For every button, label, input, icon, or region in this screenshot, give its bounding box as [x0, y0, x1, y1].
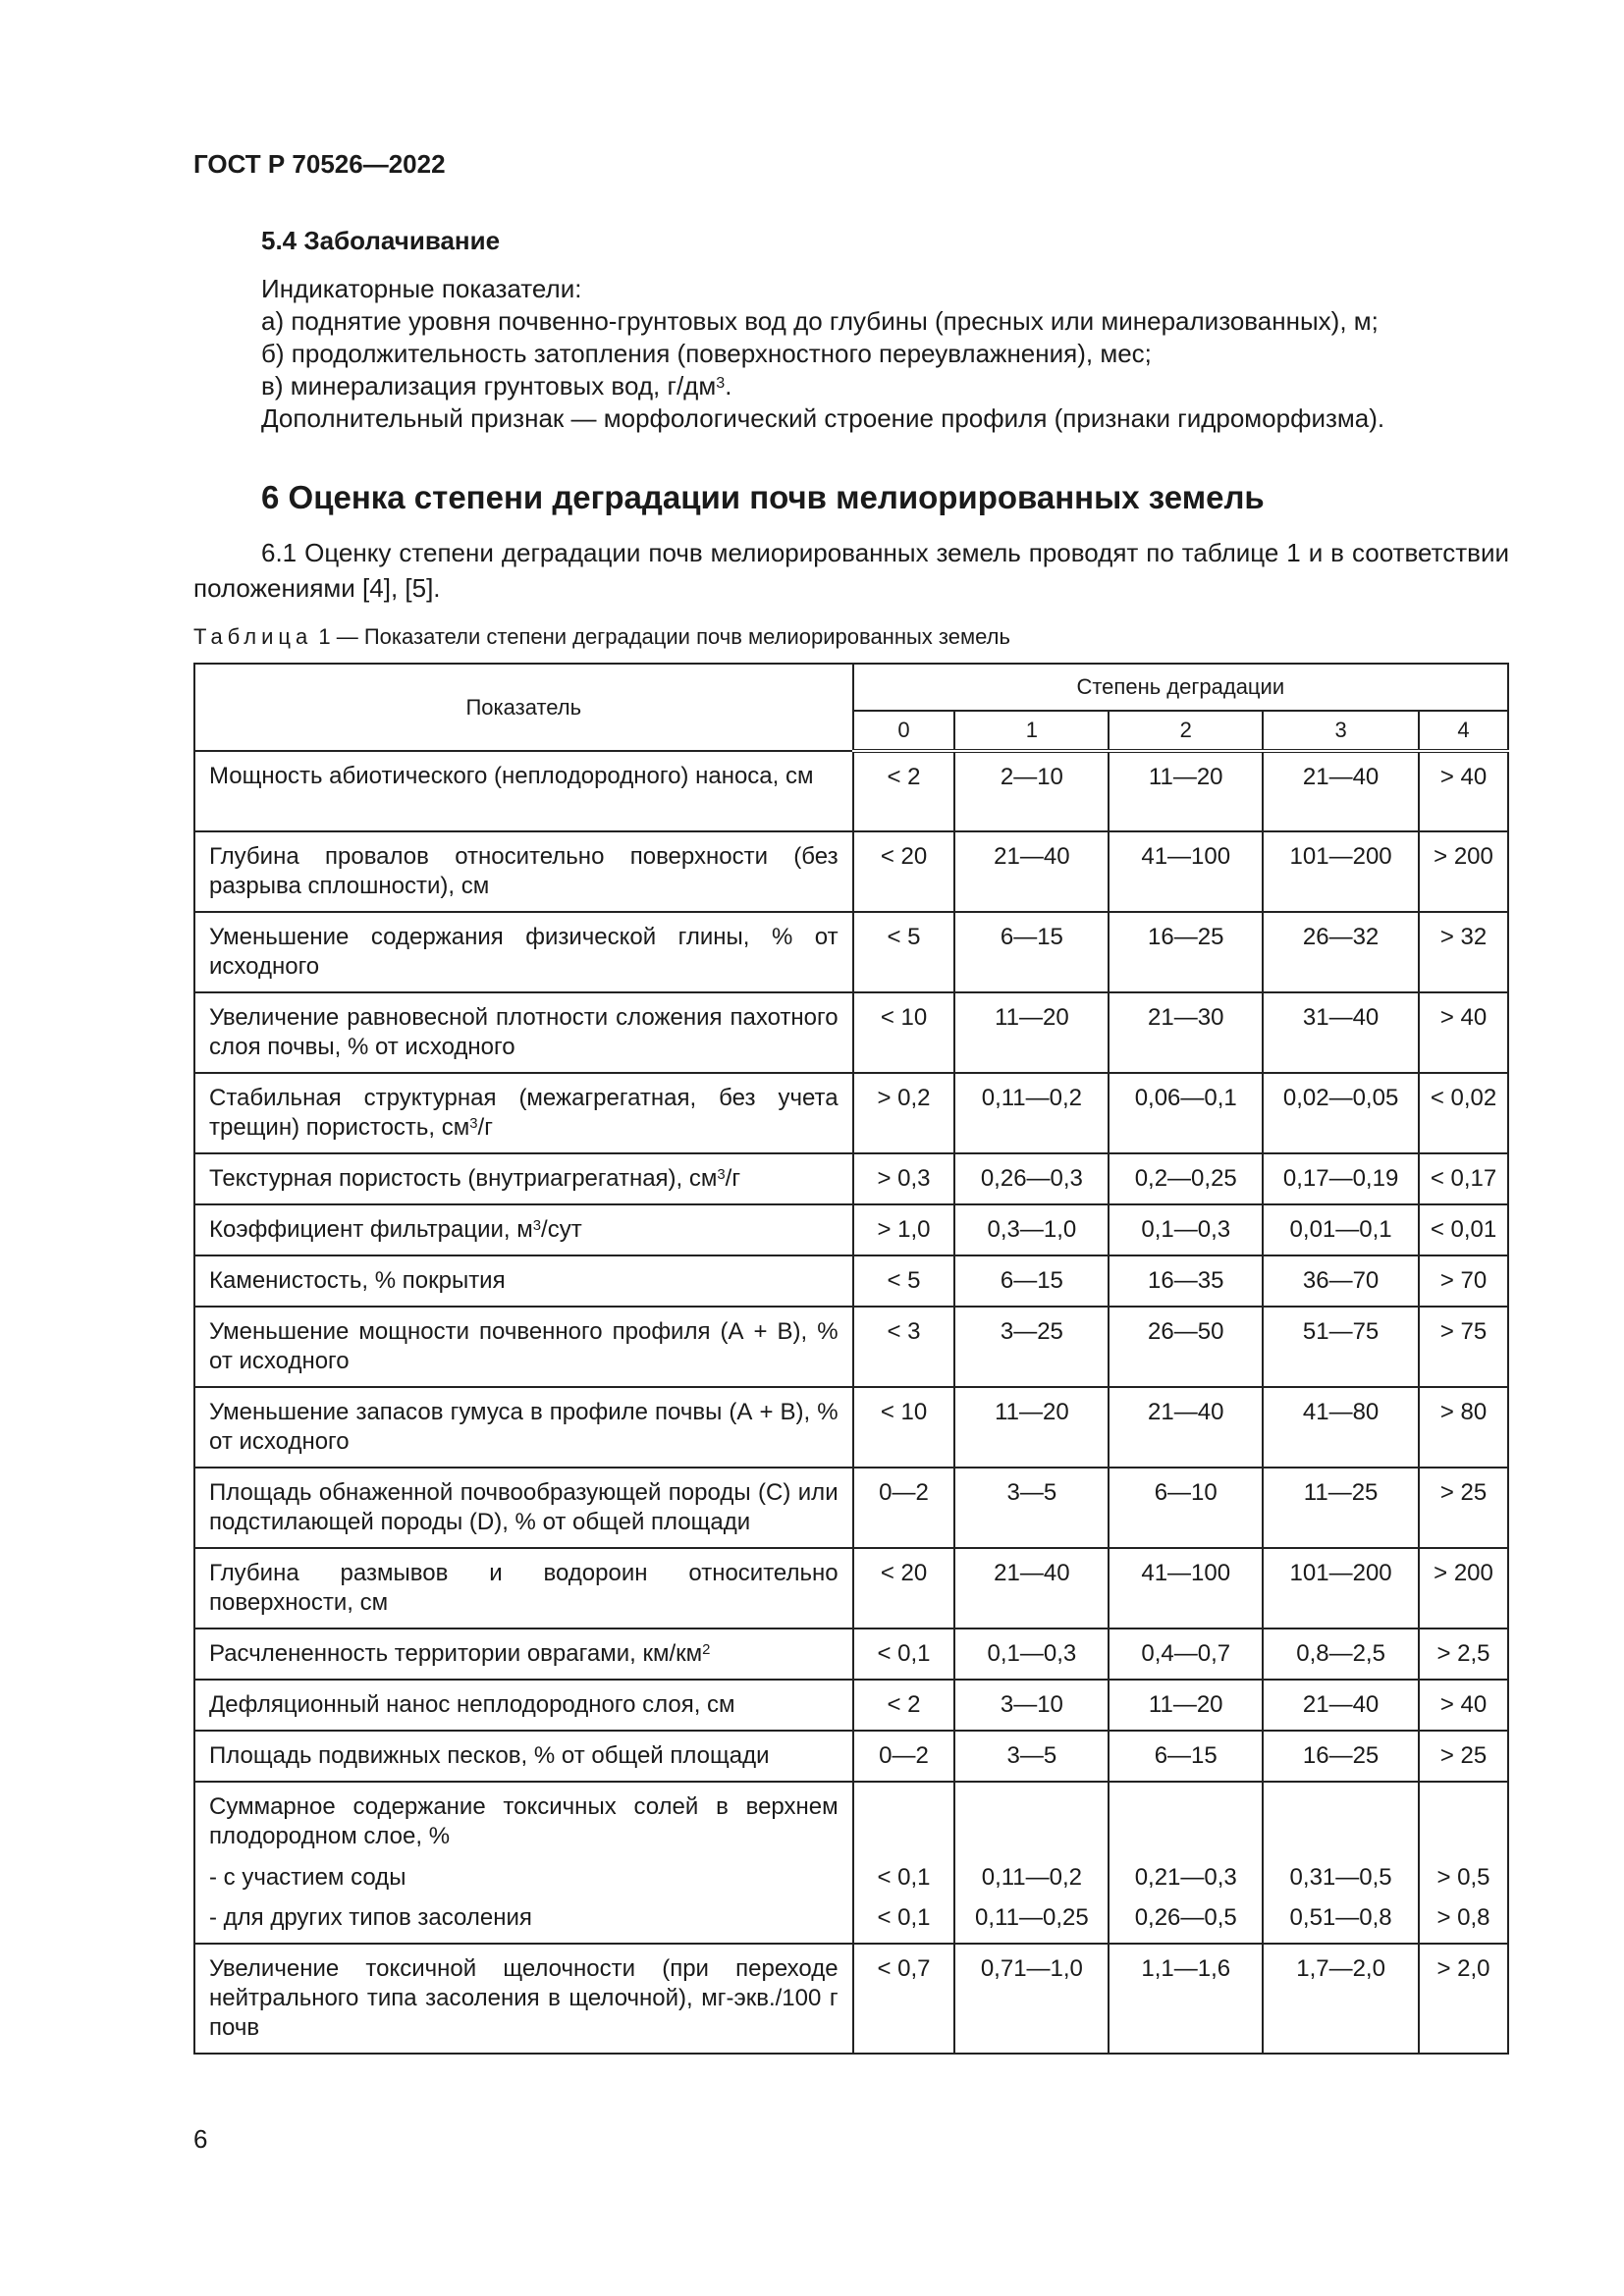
cell-degree-0: < 2 [853, 1680, 955, 1731]
cell-degree-4: > 2,5 [1419, 1629, 1508, 1680]
row-name: Уменьшение запасов гумуса в профиле почвы (А + В), % от исходного [194, 1387, 853, 1468]
header-degree: Степень деградации [853, 664, 1508, 711]
table-row [194, 1307, 1508, 1387]
cell-degree-4: > 80 [1419, 1387, 1508, 1468]
row-name-text: Текстурная пористость (внутриагрегатная), см [209, 1165, 718, 1192]
cell-degree-1 [954, 1782, 1109, 1944]
cell-value-other: 0,51—0,8 [1289, 1904, 1392, 1931]
cell-degree-3: 36—70 [1263, 1255, 1419, 1307]
cell-degree-0 [853, 1782, 955, 1944]
cell-degree-0: < 10 [853, 992, 955, 1073]
cell-degree-4: > 2,0 [1419, 1944, 1508, 2054]
table-row [194, 1944, 1508, 2054]
indicator-b: б) продолжительность затопления (поверхностного переувлажнения), мес; [261, 339, 1152, 368]
header-degree-1: 1 [954, 711, 1109, 751]
row-name-text: Суммарное содержание токсичных солей в верхнем плодородном слое, % [209, 1793, 839, 1849]
table-row [194, 1255, 1508, 1307]
cell-degree-4: > 70 [1419, 1255, 1508, 1307]
table-row [194, 992, 1508, 1073]
cell-degree-1: 0,1—0,3 [954, 1629, 1109, 1680]
cell-degree-1: 2—10 [954, 751, 1109, 831]
cell-degree-4: > 40 [1419, 751, 1508, 831]
header-degree-0: 0 [853, 711, 955, 751]
cell-degree-4: > 25 [1419, 1468, 1508, 1548]
row-name-tail: /сут [541, 1216, 582, 1243]
row-name-tail: /г [725, 1165, 741, 1192]
table-row [194, 751, 1508, 831]
table-row [194, 1629, 1508, 1680]
row-name: Увеличение равновесной плотности сложения пахотного слоя почвы, % от исходного [194, 992, 853, 1073]
cell-value-other: > 0,8 [1436, 1904, 1490, 1931]
section-5-4-heading: 5.4 Заболачивание [261, 226, 501, 255]
cell-degree-1: 21—40 [954, 831, 1109, 912]
cell-degree-3: 11—25 [1263, 1468, 1419, 1548]
cell-degree-0: 0—2 [853, 1731, 955, 1782]
table-row [194, 1153, 1508, 1204]
cell-degree-1: 0,26—0,3 [954, 1153, 1109, 1204]
document-number: ГОСТ Р 70526—2022 [193, 149, 446, 179]
cell-degree-3: 21—40 [1263, 751, 1419, 831]
table-row [194, 831, 1508, 912]
table-row [194, 1731, 1508, 1782]
cell-degree-1: 11—20 [954, 992, 1109, 1073]
cell-degree-1: 3—5 [954, 1731, 1109, 1782]
cell-degree-4: < 0,02 [1419, 1073, 1508, 1153]
cell-degree-4 [1419, 1782, 1508, 1944]
cell-degree-4: > 75 [1419, 1307, 1508, 1387]
cell-degree-4: > 200 [1419, 831, 1508, 912]
table-row [194, 1204, 1508, 1255]
cell-degree-1: 21—40 [954, 1548, 1109, 1629]
header-degree-2: 2 [1109, 711, 1263, 751]
cell-degree-2: 41—100 [1109, 831, 1263, 912]
row-name-text: Расчлененность территории оврагами, км/км [209, 1640, 703, 1667]
table-caption-label: Таблица [193, 624, 313, 649]
row-name: Каменистость, % покрытия [194, 1255, 853, 1307]
cell-degree-3: 0,8—2,5 [1263, 1629, 1419, 1680]
header-degree-3: 3 [1263, 711, 1419, 751]
indicator-c-end: . [725, 371, 732, 400]
additional-sign: Дополнительный признак — морфологический строение профиля (признаки гидроморфизма). [261, 403, 1385, 433]
cell-degree-2: 21—40 [1109, 1387, 1263, 1468]
row-name: Уменьшение содержания физической глины, % от исходного [194, 912, 853, 992]
row-name: Площадь обнаженной почвообразующей породы (С) или подстилающей породы (D), % от общей площади [194, 1468, 853, 1548]
cell-degree-0: < 5 [853, 1255, 955, 1307]
cell-degree-0: < 0,7 [853, 1944, 955, 2054]
cell-degree-3: 16—25 [1263, 1731, 1419, 1782]
section-6-heading: 6 Оценка степени деградации почв мелиорированных земель [261, 479, 1265, 515]
cell-degree-1: 11—20 [954, 1387, 1109, 1468]
cell-degree-2: 6—10 [1109, 1468, 1263, 1548]
row-name-sup: 3 [469, 1116, 478, 1133]
cell-degree-3: 0,02—0,05 [1263, 1073, 1419, 1153]
cell-degree-4: > 32 [1419, 912, 1508, 992]
row-name-tail: /г [477, 1114, 493, 1141]
cell-degree-2: 0,06—0,1 [1109, 1073, 1263, 1153]
indicator-c [261, 370, 1508, 402]
cell-degree-0: 0—2 [853, 1468, 955, 1548]
cell-degree-3: 41—80 [1263, 1387, 1419, 1468]
cell-degree-0: < 0,1 [853, 1629, 955, 1680]
cell-degree-4: < 0,01 [1419, 1204, 1508, 1255]
indicator-c-text: в) минерализация грунтовых вод, г/дм [261, 371, 717, 400]
cell-degree-0: < 5 [853, 912, 955, 992]
cell-value-other: 0,26—0,5 [1134, 1904, 1237, 1931]
cell-degree-2: 41—100 [1109, 1548, 1263, 1629]
cell-degree-1: 0,3—1,0 [954, 1204, 1109, 1255]
indicator-c-sup: 3 [716, 373, 726, 392]
cell-degree-4: > 40 [1419, 1680, 1508, 1731]
cell-degree-3 [1263, 1782, 1419, 1944]
header-degree-4: 4 [1419, 711, 1508, 751]
row-name: Дефляционный нанос неплодородного слоя, см [194, 1680, 853, 1731]
cell-degree-2: 26—50 [1109, 1307, 1263, 1387]
cell-value-soda: > 0,5 [1436, 1864, 1490, 1891]
cell-degree-4: < 0,17 [1419, 1153, 1508, 1204]
row-subitem-soda: - с участием соды [209, 1864, 406, 1891]
degradation-table [193, 663, 1509, 2055]
cell-degree-2: 16—35 [1109, 1255, 1263, 1307]
cell-degree-0: < 3 [853, 1307, 955, 1387]
row-name: Мощность абиотического (неплодородного) наноса, см [194, 751, 853, 831]
cell-degree-2 [1109, 1782, 1263, 1944]
cell-value-soda: 0,11—0,2 [981, 1864, 1083, 1891]
cell-degree-1: 0,71—1,0 [954, 1944, 1109, 2054]
cell-degree-3: 51—75 [1263, 1307, 1419, 1387]
row-name-sup: 3 [532, 1218, 542, 1235]
cell-degree-1: 3—10 [954, 1680, 1109, 1731]
row-name-text: Коэффициент фильтрации, м [209, 1216, 533, 1243]
table-row [194, 1468, 1508, 1548]
cell-degree-3: 26—32 [1263, 912, 1419, 992]
cell-degree-0: < 20 [853, 831, 955, 912]
cell-value-other: 0,11—0,25 [975, 1904, 1089, 1931]
cell-degree-1: 6—15 [954, 1255, 1109, 1307]
cell-degree-2: 11—20 [1109, 751, 1263, 831]
row-name [194, 1629, 853, 1680]
page-number: 6 [193, 2124, 208, 2154]
cell-degree-4: > 200 [1419, 1548, 1508, 1629]
row-name: Глубина провалов относительно поверхности (без разрыва сплошности), см [194, 831, 853, 912]
cell-degree-2: 21—30 [1109, 992, 1263, 1073]
table-row [194, 1782, 1508, 1944]
row-name: Площадь подвижных песков, % от общей площади [194, 1731, 853, 1782]
cell-degree-2: 6—15 [1109, 1731, 1263, 1782]
indicator-a: а) поднятие уровня почвенно-грунтовых вод до глубины (пресных или минерализованных), м; [261, 306, 1379, 336]
cell-degree-2: 11—20 [1109, 1680, 1263, 1731]
cell-degree-4: > 25 [1419, 1731, 1508, 1782]
cell-degree-1: 6—15 [954, 912, 1109, 992]
table-row [194, 1387, 1508, 1468]
section-6-1-paragraph: 6.1 Оценку степени деградации почв мелиорированных земель проводят по таблице 1 и в соответствии положениями [4], [5]. [193, 538, 1509, 603]
cell-degree-1: 0,11—0,2 [954, 1073, 1109, 1153]
cell-degree-0: < 2 [853, 751, 955, 831]
row-name: Увеличение токсичной щелочности (при переходе нейтрального типа засоления в щелочной), мг-экв./100 г почв [194, 1944, 853, 2054]
cell-value-soda: 0,31—0,5 [1289, 1864, 1392, 1891]
indicators-intro: Индикаторные показатели: [261, 274, 582, 303]
cell-degree-3: 101—200 [1263, 1548, 1419, 1629]
cell-degree-0: > 0,3 [853, 1153, 955, 1204]
cell-degree-0: > 0,2 [853, 1073, 955, 1153]
cell-degree-3: 0,17—0,19 [1263, 1153, 1419, 1204]
row-name-sup: 3 [717, 1167, 726, 1184]
cell-degree-3: 1,7—2,0 [1263, 1944, 1419, 2054]
cell-value-soda: 0,21—0,3 [1134, 1864, 1237, 1891]
table-row [194, 912, 1508, 992]
cell-degree-3: 31—40 [1263, 992, 1419, 1073]
cell-degree-3: 0,01—0,1 [1263, 1204, 1419, 1255]
cell-value-other: < 0,1 [877, 1904, 931, 1931]
cell-degree-0: > 1,0 [853, 1204, 955, 1255]
cell-degree-4: > 40 [1419, 992, 1508, 1073]
cell-degree-2: 16—25 [1109, 912, 1263, 992]
row-name-text: Стабильная структурная (межагрегатная, без учета трещин) пористость, см [209, 1085, 839, 1141]
cell-degree-3: 21—40 [1263, 1680, 1419, 1731]
cell-degree-2: 0,4—0,7 [1109, 1629, 1263, 1680]
table-row [194, 1548, 1508, 1629]
table-caption-text: 1 — Показатели степени деградации почв мелиорированных земель [312, 624, 1010, 649]
cell-degree-0: < 20 [853, 1548, 955, 1629]
row-name: Уменьшение мощности почвенного профиля (А + В), % от исходного [194, 1307, 853, 1387]
cell-degree-1: 3—5 [954, 1468, 1109, 1548]
cell-degree-2: 0,2—0,25 [1109, 1153, 1263, 1204]
row-name [194, 1153, 853, 1204]
header-indicator: Показатель [194, 664, 853, 751]
row-name [194, 1073, 853, 1153]
table-row [194, 1073, 1508, 1153]
cell-value-soda: < 0,1 [877, 1864, 931, 1891]
row-name: Глубина размывов и водороин относительно поверхности, см [194, 1548, 853, 1629]
row-name [194, 1782, 853, 1944]
row-name [194, 1204, 853, 1255]
row-name-sup: 2 [702, 1642, 711, 1659]
cell-degree-2: 1,1—1,6 [1109, 1944, 1263, 2054]
cell-degree-3: 101—200 [1263, 831, 1419, 912]
cell-degree-0: < 10 [853, 1387, 955, 1468]
table-row [194, 1680, 1508, 1731]
cell-degree-2: 0,1—0,3 [1109, 1204, 1263, 1255]
row-subitem-other: - для других типов засоления [209, 1904, 532, 1931]
cell-degree-1: 3—25 [954, 1307, 1109, 1387]
table-caption [193, 624, 1010, 650]
